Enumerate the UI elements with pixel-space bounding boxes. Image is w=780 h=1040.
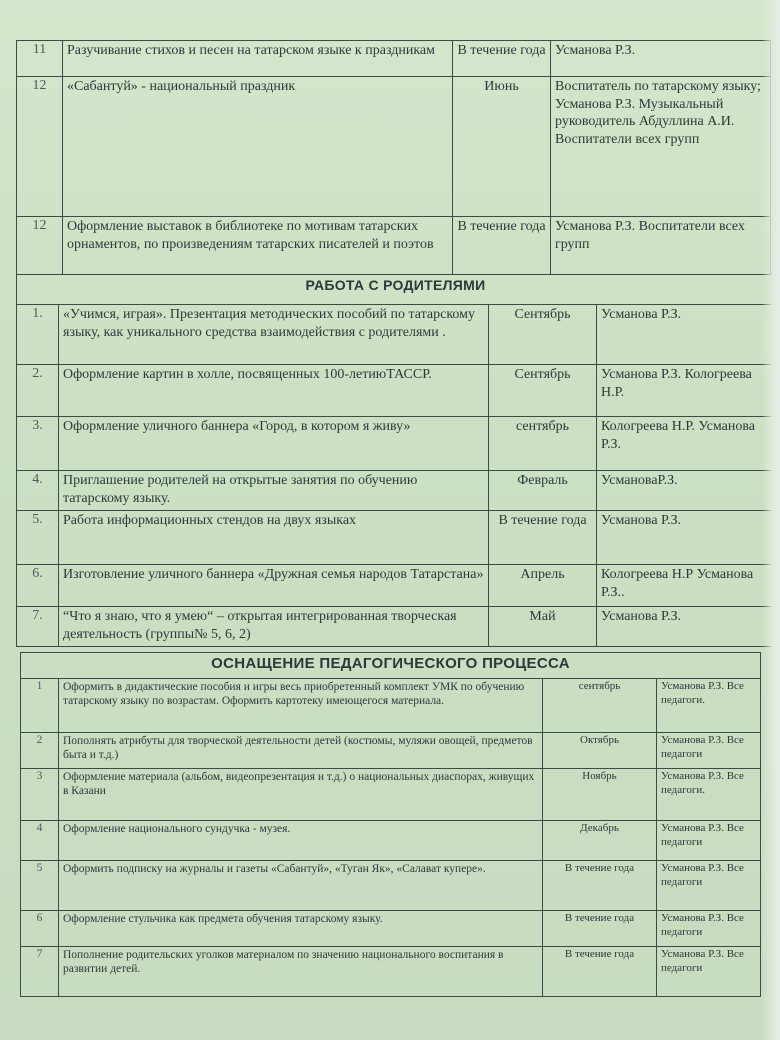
row-number: 7 — [21, 947, 59, 997]
row-date: Апрель — [489, 565, 597, 607]
row-responsible: Усманова Р.З. — [597, 511, 775, 565]
row-date: Июнь — [453, 77, 551, 217]
row-number: 3 — [21, 769, 59, 821]
table-row — [17, 511, 775, 565]
row-activity: Оформить в дидактические пособия и игры весь приобретенный комплект УМК по обучению татарскому языку по возрастам. Оформить картотеку имеющегося материала. — [59, 679, 543, 733]
section-heading-row — [21, 653, 761, 679]
row-activity: Оформление национального сундучка - музея. — [59, 821, 543, 861]
table-row — [21, 947, 761, 997]
row-responsible: Усманова Р.З. Все педагоги — [657, 821, 761, 861]
row-responsible: Усманова Р.З. Воспитатели всех групп — [551, 217, 771, 275]
row-date: Октябрь — [543, 733, 657, 769]
row-number: 4. — [17, 471, 59, 511]
row-activity: «Учимся, играя». Презентация методических пособий по татарскому языку, как уникального средства взаимодействия с родителями . — [59, 305, 489, 365]
row-activity: Разучивание стихов и песен на татарском языке к праздникам — [63, 41, 453, 77]
row-responsible: Усманова Р.З. — [551, 41, 771, 77]
table-row — [17, 565, 775, 607]
row-activity: Пополнение родительских уголков материалом по значению национального воспитания в развитии детей. — [59, 947, 543, 997]
row-responsible: Усманова Р.З. — [597, 607, 775, 647]
section-title: ОСНАЩЕНИЕ ПЕДАГОГИЧЕСКОГО ПРОЦЕССА — [21, 653, 761, 679]
table-row — [21, 911, 761, 947]
section-title: РАБОТА С РОДИТЕЛЯМИ — [17, 275, 775, 305]
row-number: 6 — [21, 911, 59, 947]
row-responsible: Усманова Р.З. Кологреева Н.Р. — [597, 365, 775, 417]
row-number: 6. — [17, 565, 59, 607]
row-activity: Оформление материала (альбом, видеопрезентация и т.д.) о национальных диаспорах, живущих в Казани — [59, 769, 543, 821]
parents-work-table — [16, 274, 775, 647]
row-responsible: Усманова Р.З. Все педагоги — [657, 947, 761, 997]
row-date: сентябрь — [543, 679, 657, 733]
table-row — [21, 769, 761, 821]
table-row — [17, 217, 771, 275]
table-row — [21, 821, 761, 861]
row-date: Май — [489, 607, 597, 647]
row-responsible: Усманова Р.З. Все педагоги. — [657, 769, 761, 821]
row-date: В течение года — [453, 41, 551, 77]
row-number: 5 — [21, 861, 59, 911]
table-row — [17, 471, 775, 511]
row-date: В течение года — [543, 947, 657, 997]
row-date: Ноябрь — [543, 769, 657, 821]
row-number: 12 — [17, 77, 63, 217]
row-responsible: УсмановаР.З. — [597, 471, 775, 511]
row-date: Декабрь — [543, 821, 657, 861]
row-number: 4 — [21, 821, 59, 861]
row-responsible: Усманова Р.З. Все педагоги — [657, 861, 761, 911]
row-responsible: Воспитатель по татарскому языку; Усманова Р.З. Музыкальный руководитель Абдуллина А.И. Воспитатели всех групп — [551, 77, 771, 217]
row-number: 5. — [17, 511, 59, 565]
table-row — [17, 607, 775, 647]
row-responsible: Усманова Р.З. — [597, 305, 775, 365]
row-date: Сентябрь — [489, 365, 597, 417]
row-date: В течение года — [543, 911, 657, 947]
table-row — [21, 733, 761, 769]
row-responsible: Кологреева Н.Р. Усманова Р.З. — [597, 417, 775, 471]
row-date: сентябрь — [489, 417, 597, 471]
row-activity: Оформить подписку на журналы и газеты «Сабантуй», «Туган Як», «Салават купере». — [59, 861, 543, 911]
row-activity: Пополнять атрибуты для творческой деятельности детей (костюмы, муляжи овощей, предметов быта и т.д.) — [59, 733, 543, 769]
row-activity: Оформление стульчика как предмета обучения татарскому языку. — [59, 911, 543, 947]
row-number: 2 — [21, 733, 59, 769]
table-row — [17, 365, 775, 417]
row-number: 3. — [17, 417, 59, 471]
row-responsible: Усманова Р.З. Все педагоги — [657, 911, 761, 947]
table-row — [17, 305, 775, 365]
row-number: 1. — [17, 305, 59, 365]
activities-table — [16, 40, 771, 275]
row-activity: Приглашение родителей на открытые занятия по обучению татарскому языку. — [59, 471, 489, 511]
row-activity: Работа информационных стендов на двух языках — [59, 511, 489, 565]
row-date: Сентябрь — [489, 305, 597, 365]
row-activity: Изготовление уличного баннера «Дружная семья народов Татарстана» — [59, 565, 489, 607]
row-date: В течение года — [453, 217, 551, 275]
row-activity: “Что я знаю, что я умею“ – открытая интегрированная творческая деятельность (группы№ 5, 6, 2) — [59, 607, 489, 647]
row-activity: Оформление картин в холле, посвященных 100-летиюТАССР. — [59, 365, 489, 417]
row-responsible: Усманова Р.З. Все педагоги. — [657, 679, 761, 733]
photo-edge — [762, 0, 780, 1040]
row-activity: Оформление уличного баннера «Город, в котором я живу» — [59, 417, 489, 471]
row-activity: «Сабантуй» - национальный праздник — [63, 77, 453, 217]
row-responsible: Усманова Р.З. Все педагоги — [657, 733, 761, 769]
section-heading-row — [17, 275, 775, 305]
row-date: Февраль — [489, 471, 597, 511]
row-date: В течение года — [543, 861, 657, 911]
table-row — [17, 77, 771, 217]
table-row — [21, 861, 761, 911]
table-row — [17, 41, 771, 77]
row-number: 2. — [17, 365, 59, 417]
row-number: 12 — [17, 217, 63, 275]
row-responsible: Кологреева Н.Р Усманова Р.З.. — [597, 565, 775, 607]
row-number: 1 — [21, 679, 59, 733]
equipment-table — [20, 652, 761, 997]
table-row — [21, 679, 761, 733]
row-number: 7. — [17, 607, 59, 647]
row-activity: Оформление выставок в библиотеке по мотивам татарских орнаментов, по произведениям татарских писателей и поэтов — [63, 217, 453, 275]
table-row — [17, 417, 775, 471]
row-number: 11 — [17, 41, 63, 77]
row-date: В течение года — [489, 511, 597, 565]
